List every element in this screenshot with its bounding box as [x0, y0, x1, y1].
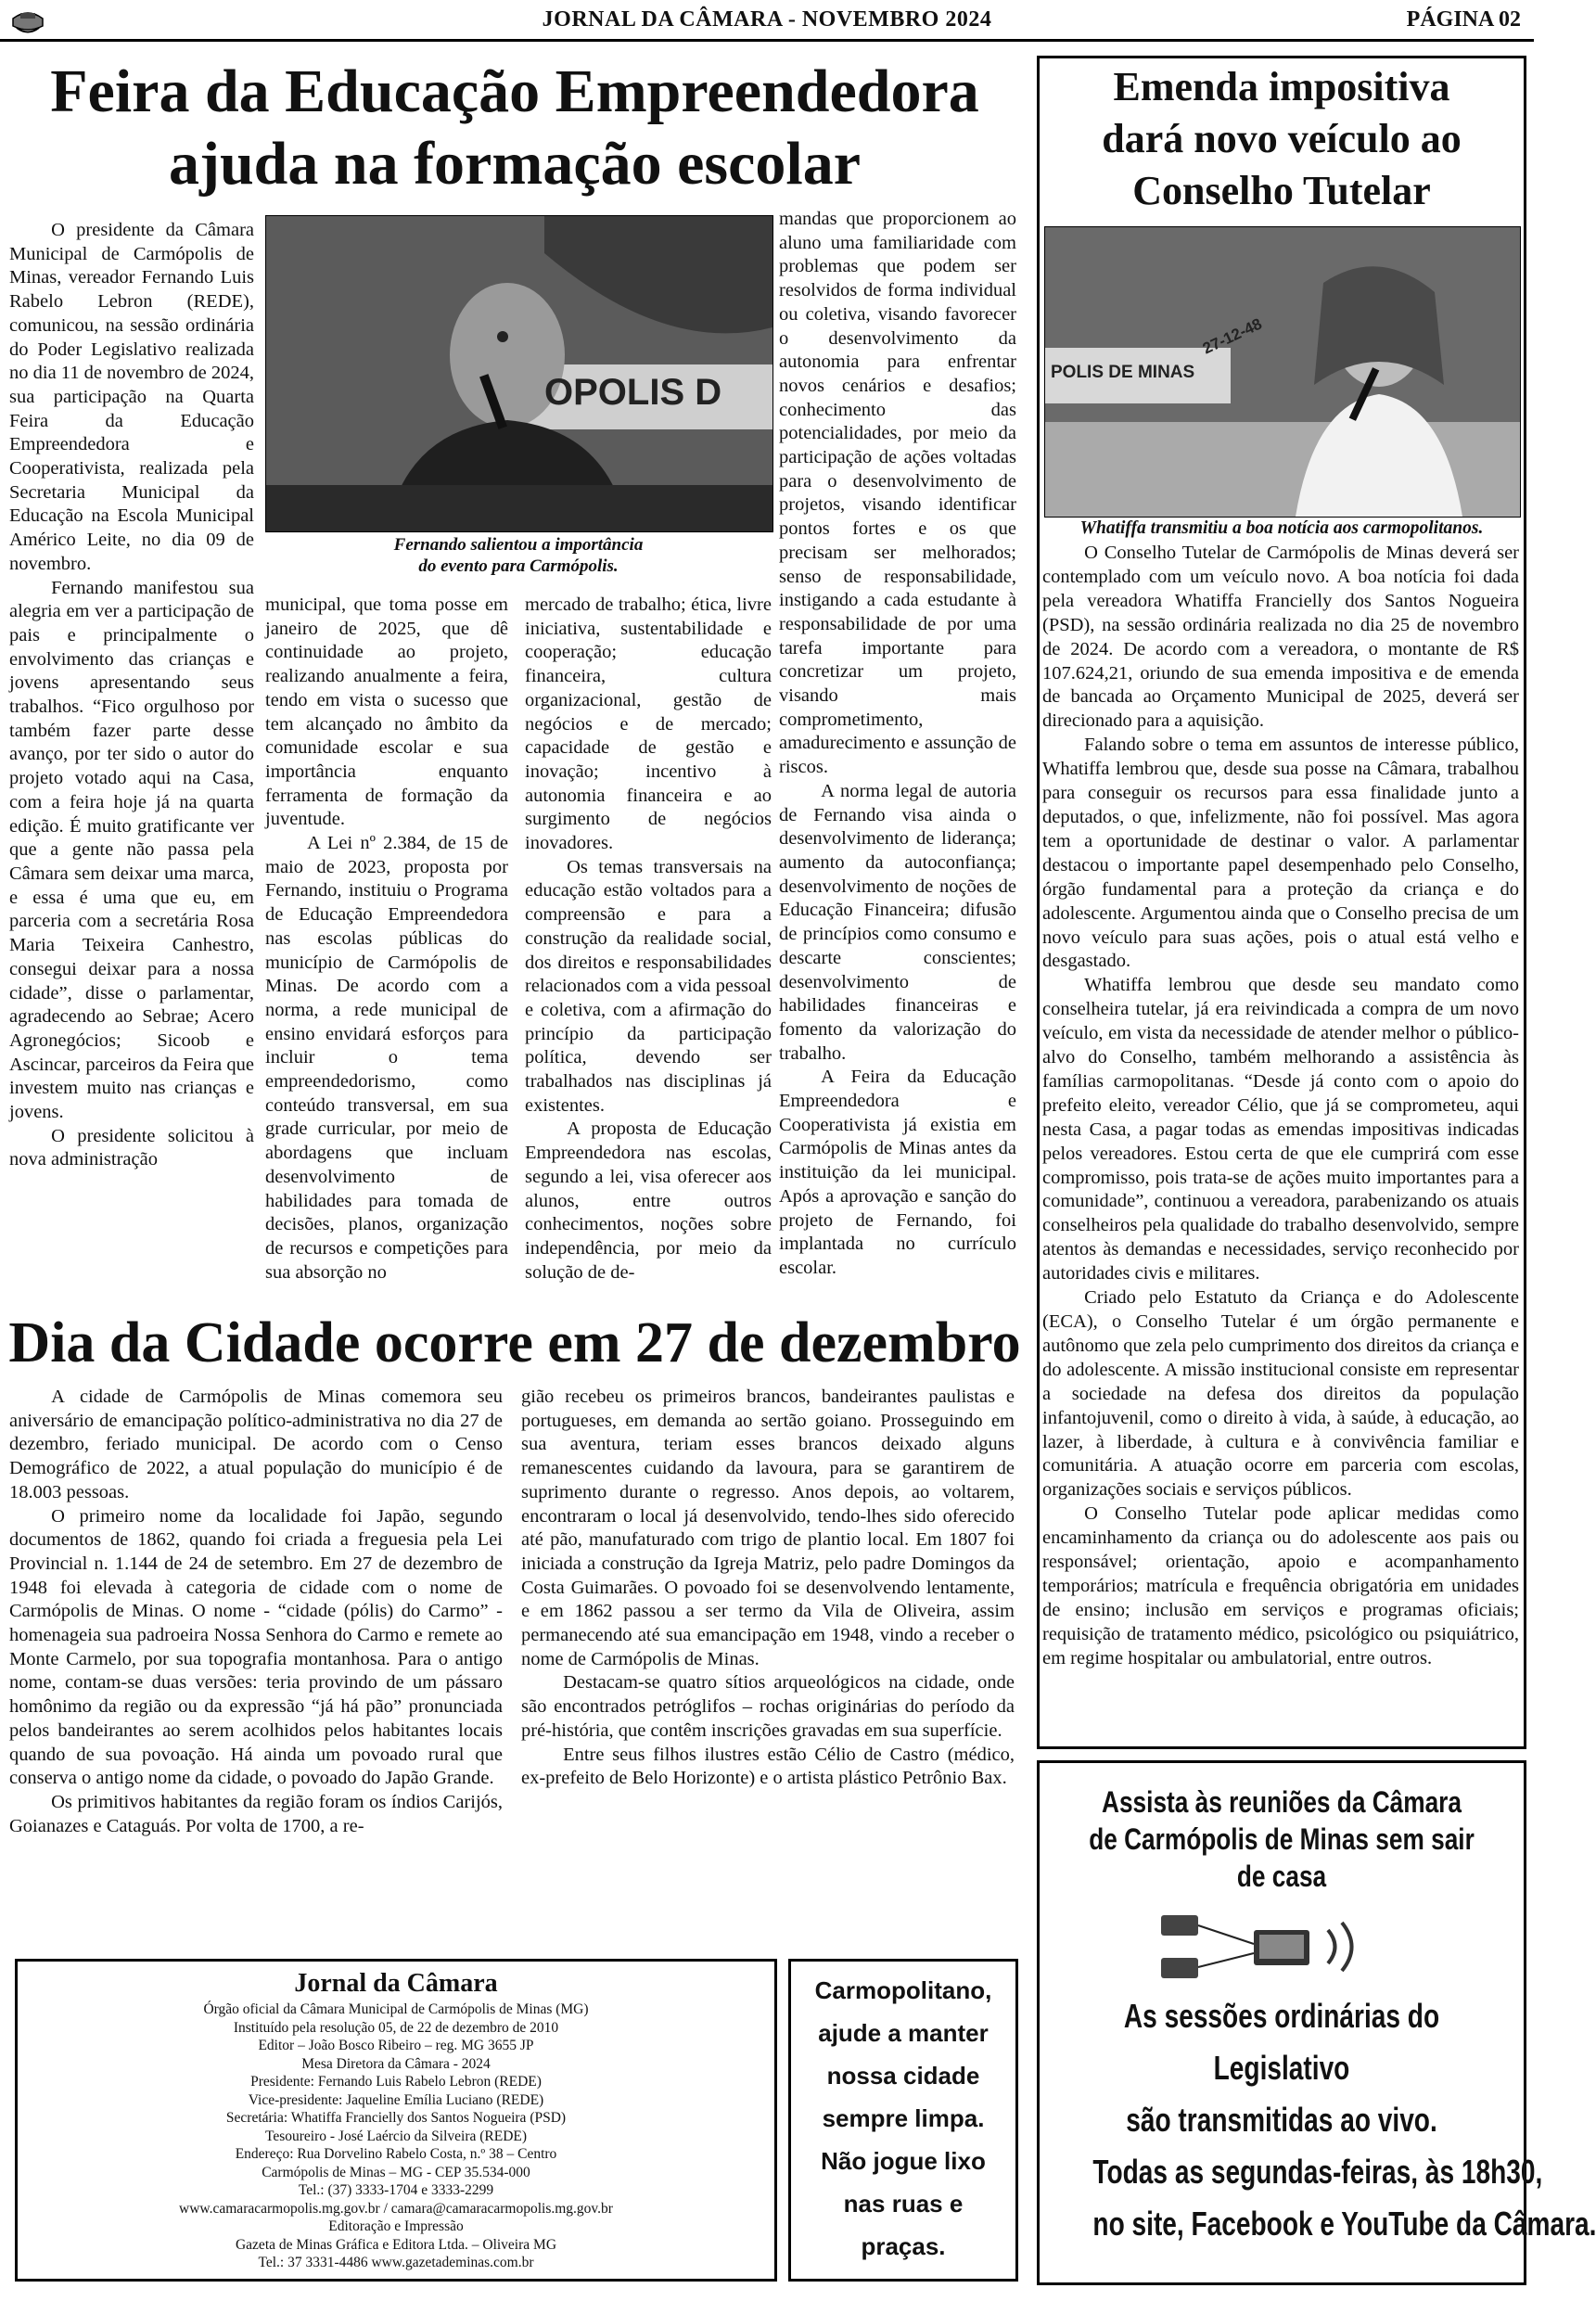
expediente-line: Endereço: Rua Dorvelino Rabelo Costa, n.º 38 – Centro [235, 2146, 557, 2162]
page-number: PÁGINA 02 [1406, 7, 1521, 32]
caption-line: do evento para Carmópolis. [418, 556, 619, 576]
transmissao-box [1037, 1760, 1596, 2285]
limpeza-lines [791, 1969, 1015, 2268]
transmissao-line: As sessões ordinárias do [1123, 1997, 1440, 2035]
feira-column-1 [9, 219, 254, 1172]
transmissao-line: são transmitidas ao vivo. [1126, 2101, 1437, 2139]
emenda-headline-line3: Conselho Tutelar [1132, 168, 1431, 213]
expediente-line: Tel.: 37 3331-4486 www.gazetademinas.com.br [258, 2255, 534, 2270]
transmissao-lines [1092, 1990, 1596, 2250]
feira-column-3 [525, 594, 772, 1285]
expediente-line: Editor – João Bosco Ribeiro – reg. MG 3655 JP [258, 2038, 534, 2053]
paragraph: O presidente da Câmara Municipal de Carmópolis de Minas, vereador Fernando Luis Rabelo Lebron (REDE), comunicou, na sessão ordinária do Poder Legislativo realizada no dia 11 de novembro de 2024, sua participação na Quarta Feira da Educação Empreendedora e Cooperativista, realizada pela Secretaria Municipal da Educação na Escola Municipal Américo Leite, no dia 09 de novembro. [9, 220, 254, 574]
transmissao-line: no site, Facebook e YouTube da Câmara. [1092, 2205, 1596, 2243]
whatiffa-photo-caption: Whatiffa transmitiu a boa notícia aos carmopolitanos. [1079, 518, 1484, 538]
whatiffa-photo [1044, 226, 1521, 518]
transmissao-line: Legislativo [1213, 2049, 1350, 2087]
transmissao-title [1083, 1783, 1480, 1895]
feira-column-4 [779, 208, 1016, 1281]
emenda-headline-line2: dará novo veículo ao [1102, 116, 1462, 161]
paragraph: A norma legal de autoria de Fernando visa ainda o desenvolvimento de liderança; aumento da autoconfiança; desenvolvimento de noções de Educação Financeira; difusão de princípios como consumo e descarte conscientes; desenvolvimento de habilidades financeiras e fomento da valorização do trabalho. [779, 780, 1016, 1064]
cidade-column-2 [521, 1386, 1015, 1791]
expediente-line: Mesa Diretora da Câmara - 2024 [301, 2055, 491, 2072]
expediente-line: Instituído pela resolução 05, de 22 de dezembro de 2010 [233, 2019, 559, 2036]
paragraph: O primeiro nome da localidade foi Japão, segundo documentos de 1862, quando foi criada a freguesia pela Lei Provincial n. 1.144 de 24 de setembro. Em 27 de dezembro de 1948 foi elevada à categoria de cidade com o nome de Carmópolis de Minas. O nome - “cidade (pólis) do Carmo” - homenageia sua padroeira Nossa Senhora do Carmo e remete ao Monte Carmelo, por sua topografia montanhosa. Para o antigo nome, contam-se duas versões: teria provindo de um pássaro homônimo da região ou da expressão “já há pão” pronunciada pelos bandeirantes ao serem acolhidos pelos habitantes locais quando de sua povoação. Há ainda um povoado rural que conserva o antigo nome da cidade, o povoado do Japão Grande. [9, 1505, 503, 1789]
emenda-headline-line1: Emenda impositiva [1113, 64, 1450, 109]
photo-sign-text: POLIS DE MINAS [1051, 363, 1195, 382]
paragraph: Whatiffa lembrou que desde seu mandato como conselheira tutelar, já era reivindicada a compra de um novo veículo, em vista da necessidade de atender melhor o público-alvo do Conselho, também melhorando a assistência às famílias carmopolitanas. “Desde já conto com o apoio do prefeito eleito, vereador Célio, que já se comprometeu, aqui nesta Casa, a pagar todas as emendas impositivas indicadas pelos vereadores. Estou certa de que ele cumprirá com esse compromisso, pois trata-se de ações muito importantes para a comunidade”, continuou a vereadora, parabenizando os atuais conselheiros pela qualidade do trabalho desenvolvido, sempre atentos às demandas e necessidades, serviço reconhecido por autoridades civis e militares. [1042, 975, 1519, 1285]
expediente-title: Jornal da Câmara [294, 1969, 498, 1998]
paragraph: Os temas transversais na educação estão voltados para a compreensão e para a construção da realidade social, dos direitos e responsabilidades relacionados com a vida pessoal e coletiva, com a afirmação do princípio da participação política, devendo ser trabalhados nas disciplinas já existentes. [525, 856, 772, 1116]
caption-line: Fernando salientou a importância [393, 535, 644, 555]
cidade-headline: Dia da Cidade ocorre em 27 de dezembro [8, 1311, 1021, 1374]
cidade-column-1 [9, 1386, 503, 1838]
fernando-photo-caption [265, 534, 772, 577]
expediente-line: Tel.: (37) 3333-1704 e 3333-2299 [298, 2182, 494, 2198]
emenda-column [1042, 542, 1519, 1671]
paragraph: A Lei nº 2.384, de 15 de maio de 2023, proposta por Fernando, instituiu o Programa de Educação Empreendedora nas escolas públicas do município de Carmópolis de Minas. De acordo com a norma, a rede municipal de ensino envidará esforços para incluir o tema empreendedorismo, como conteúdo transversal, em sua grade curricular, por meio de abordagens que incluam desenvolvimento de habilidades para tomada de decisões, planos, organização de recursos e competições para sua absorção no [265, 833, 508, 1283]
paragraph: municipal, que toma posse em janeiro de 2025, que dê continuidade ao projeto, realizando anualmente a feira, tendo em vista o sucesso que tem alcançado no âmbito da comunidade escolar e sua importância enquanto ferramenta de formação da juventude. [265, 594, 508, 830]
expediente-line: Secretária: Whatiffa Francielly dos Santos Nogueira (PSD) [225, 2110, 567, 2126]
paragraph: mercado de trabalho; ética, livre iniciativa, sustentabilidade e cooperação; educação financeira, cultura organizacional, gestão de negócios e de mercado; capacidade de gestão e inovação; incentivo à autonomia financeira e ao surgimento de negócios inovadores. [525, 594, 772, 854]
emenda-headline [1041, 61, 1523, 217]
limpeza-line: ajude a manter [818, 2019, 989, 2047]
live-stream-devices-icon [1143, 1902, 1421, 1986]
feira-headline [0, 56, 1029, 200]
expediente-line: Presidente: Fernando Luis Rabelo Lebron (REDE) [250, 2074, 542, 2090]
expediente-line: Carmópolis de Minas – MG - CEP 35.534-000 [262, 2164, 530, 2180]
expediente-box [15, 1959, 777, 2282]
paragraph: A cidade de Carmópolis de Minas comemora seu aniversário de emancipação político-administrativa no dia 27 de dezembro, feriado municipal. De acordo com o Censo Demográfico de 2022, a atual população do município é de 18.003 pessoas. [9, 1387, 503, 1502]
transmissao-title-line1: Assista às reuniões da Câmara [1102, 1785, 1462, 1819]
paragraph: Falando sobre o tema em assuntos de interesse público, Whatiffa lembrou que, desde sua posse na Câmara, trabalhou para conseguir os recursos para essa finalidade junto a deputados, o que, infelizmente, não foi possível. Mas agora tem a oportunidade de destinar o valor. A parlamentar destacou o importante papel desempenhado pelo Conselho, órgão fundamental para a proteção da criança e do adolescente. Argumentou ainda que o Conselho precisa de um novo veículo para suas ações, pois o atual está velho e desgastado. [1042, 735, 1519, 972]
paragraph: Os primitivos habitantes da região foram os índios Carijós, Goianazes e Cataguás. Por volta de 1700, a re- [9, 1791, 503, 1836]
expediente-line: www.camaracarmopolis.mg.gov.br / camara@camaracarmopolis.mg.gov.br [179, 2200, 613, 2217]
expediente-line: Vice-presidente: Jaqueline Emília Luciano (REDE) [248, 2091, 544, 2108]
paragraph: O Conselho Tutelar de Carmópolis de Minas deverá ser contemplado com um veículo novo. A boa notícia foi dada pela vereadora Whatiffa Francielly dos Santos Nogueira (PSD), na sessão ordinária realizada no dia 25 de novembro de 2024. De acordo com a vereadora, o montante de R$ 107.624,21, oriundo de sua emenda impositiva e de emenda de bancada ao Orçamento Municipal de 2025, deverá ser direcionado para a aquisição. [1042, 543, 1519, 732]
limpeza-line: praças. [861, 2232, 946, 2260]
header-title: JORNAL DA CÂMARA - NOVEMBRO 2024 [542, 7, 992, 32]
paragraph: Criado pelo Estatuto da Criança e do Adolescente (ECA), o Conselho Tutelar é um órgão permanente e autônomo que zela pelo cumprimento dos direitos da criança e do adolescente. A missão institucional consiste em representar a sociedade na defesa dos direitos da população infantojuvenil, como o direito à vida, à saúde, à educação, ao lazer, à liberdade, à cultura e à convivência familiar e comunitária. A atuação ocorre em parceria com escolas, organizações sociais e serviços públicos. [1042, 1287, 1519, 1501]
feira-headline-line1: Feira da Educação Empreendedora [50, 58, 979, 125]
transmissao-line: Todas as segundas-feiras, às 18h30, [1092, 2153, 1543, 2191]
expediente-line: Editoração e Impressão [328, 2218, 464, 2234]
paragraph: A Feira da Educação Empreendedora e Cooperativista já existia em Carmópolis de Minas antes da instituição da lei municipal. Após a aprovação e sanção do projeto de Fernando, foi implantada no currículo escolar. [779, 1067, 1016, 1278]
limpeza-line: Carmopolitano, [814, 1976, 992, 2004]
photo-sign-text: 27-12-48 [1199, 314, 1265, 358]
limpeza-box [788, 1959, 1018, 2282]
limpeza-line: Não jogue lixo [821, 2147, 986, 2175]
fernando-photo [265, 215, 773, 532]
paragraph: mandas que proporcionem ao aluno uma familiaridade com problemas que podem ser resolvidos de forma individual ou coletiva, visando favorecer o desenvolvimento da autonomia para enfrentar novos cenários e desafios; conhecimento das potencialidades, por meio da participação de ações voltadas para o desenvolvimento de projetos, visando identificar pontos fortes e os que precisam ser melhorados; senso de responsabilidade, instigando a cada estudante à responsabilidade de por uma tarefa importante para concretizar um projeto, visando mais comprometimento, amadurecimento e assunção de riscos. [779, 209, 1016, 778]
expediente-line: Órgão oficial da Câmara Municipal de Carmópolis de Minas (MG) [203, 2001, 589, 2017]
paragraph: O presidente solicitou à nova administração [9, 1125, 254, 1170]
paragraph: O Conselho Tutelar pode aplicar medidas como encaminhamento da criança ou do adolescente aos pais ou responsável; orientação, apoio e acompanhamento temporários; matrícula e frequência obrigatória em unidades de ensino; inclusão em serviços e programas oficiais; requisição de tratamento médico, psicológico ou psiquiátrico, em regime hospitalar ou ambulatorial, entre outros. [1042, 1503, 1519, 1668]
paragraph: Fernando manifestou sua alegria em ver a participação de pais e principalmente o envolvimento das crianças e jovens apresentando seus trabalhos. “Fico orgulhoso por também fazer parte desse avanço, por ter sido o autor do projeto votado aqui na Casa, com a feira hoje já na quarta edição. É muito gratificante ver que a gente não passa pela Câmara sem deixar uma marca, e essa é uma que eu, em parceria com a secretária Rosa Maria Teixeira Canhestro, consegui deixar para a nossa cidade”, disse o parlamentar, agradecendo ao Sebrae; Acero Agronegócios; Sicoob e Ascincar, parceiros da Feira que investem muito nas crianças e jovens. [9, 577, 254, 1123]
paragraph: Entre seus filhos ilustres estão Célio de Castro (médico, ex-prefeito de Belo Horizonte) e o artista plástico Petrônio Bax. [521, 1744, 1015, 1789]
feira-column-2 [265, 594, 508, 1285]
paragraph: A proposta de Educação Empreendedora nas escolas, segundo a lei, visa oferecer aos alunos, entre outros conhecimentos, noções sobre independência, por meio da solução de de- [525, 1119, 772, 1283]
paragraph: Destacam-se quatro sítios arqueológicos na cidade, onde são encontrados petróglifos – rochas originárias do período da pré-história, que contêm inscrições gravadas em sua superfície. [521, 1672, 1015, 1741]
expediente-line: Gazeta de Minas Gráfica e Editora Ltda. – Oliveira MG [235, 2236, 557, 2253]
limpeza-line: nas ruas e [843, 2190, 964, 2218]
paragraph: gião recebeu os primeiros brancos, bandeirantes paulistas e portugueses, em demanda ao sertão goiano. Prosseguindo em sua aventura, teriam esses brancos deixado alguns remanescentes cuidando da lavoura, para se garantirem de suprimento durante o regresso. Anos depois, ao voltarem, encontraram o local já desenvolvido, tendo-lhes sido oferecido até pão, manufaturado com trigo de plantio local. Em 1807 foi iniciada a construção da Igreja Matriz, pelo padre Domingos da Costa Guimarães. O povoado foi se desenvolvendo lentamente, e em 1862 passou a ser termo da Vila de Oliveira, assim permanecendo até sua emancipação em 1948, vindo a receber o nome de Carmópolis de Minas. [521, 1387, 1015, 1669]
limpeza-line: nossa cidade [826, 2062, 980, 2090]
transmissao-title-line2: de Carmópolis de Minas sem sair de casa [1089, 1822, 1475, 1893]
expediente-lines [18, 2001, 774, 2272]
limpeza-line: sempre limpa. [822, 2104, 985, 2132]
photo-sign-text: OPOLIS D [544, 372, 722, 413]
header-rule [0, 39, 1534, 42]
feira-headline-line2: ajuda na formação escolar [168, 130, 862, 198]
expediente-line: Tesoureiro - José Laércio da Silveira (REDE) [264, 2128, 528, 2144]
